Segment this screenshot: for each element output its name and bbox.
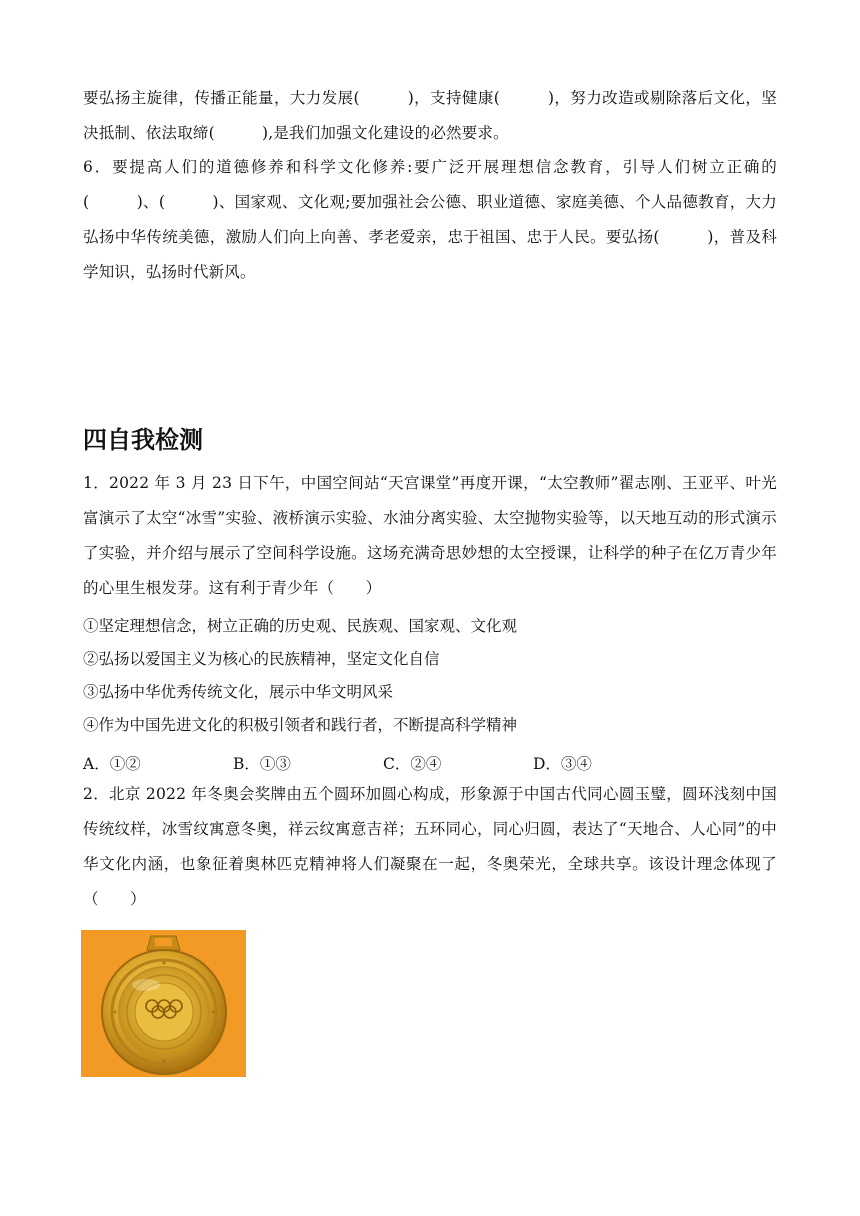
choice-a[interactable]: A．①②: [83, 755, 141, 773]
choice-c[interactable]: C．②④: [383, 755, 442, 773]
question-2-stem: 2．北京 2022 年冬奥会奖牌由五个圆环加圆心构成，形象源于中国古代同心圆玉璧，圆环浅刻中国传统纹样，冰雪纹寓意冬奥，祥云纹寓意吉祥；五环同心，同心归圆，表达了“天地合、人心同”的中华文化内涵，也象征着奥林匹克精神将人们凝聚在一起，冬奥荣光，全球共享。该设计理念体现了（ ）: [83, 785, 777, 908]
section3-intro-paragraph: 要弘扬主旋律，传播正能量，大力发展( )，支持健康( )，努力改造或剔除落后文化，坚决抵制、依法取缔( ),是我们加强文化建设的必然要求。: [83, 89, 777, 142]
question-1-option-1: ①坚定理想信念，树立正确的历史观、民族观、国家观、文化观: [83, 617, 518, 635]
question-1-option-3: ③弘扬中华优秀传统文化，展示中华文明风采: [83, 683, 394, 701]
question-1-option-2: ②弘扬以爱国主义为核心的民族精神，坚定文化自信: [83, 650, 440, 668]
question-1-options: [83, 610, 777, 742]
gold-medal-icon: [81, 930, 246, 1077]
question-6-paragraph: 6．要提高人们的道德修养和科学文化修养:要广泛开展理想信念教育，引导人们树立正确的( )、( )、国家观、文化观;要加强社会公德、职业道德、家庭美德、个人品德教育，大力弘扬中华传统美德，激励人们向上向善、孝老爱亲，忠于祖国、忠于人民。要弘扬( )，普及科学知识，弘扬时代新风。: [83, 158, 777, 281]
choice-d[interactable]: D．③④: [533, 755, 592, 773]
question-1-option-4: ④作为中国先进文化的积极引领者和践行者，不断提高科学精神: [83, 716, 518, 734]
choice-b[interactable]: B．①③: [233, 755, 291, 773]
section-heading: 四自我检测: [83, 426, 203, 454]
olympic-gold-medal-image: [81, 930, 246, 1077]
question-1-stem: 1．2022 年 3 月 23 日下午，中国空间站“天宫课堂”再度开课，“太空教师”翟志刚、王亚平、叶光富演示了太空“冰雪”实验、液桥演示实验、水油分离实验、太空抛物实验等，以天地互动的形式演示了实验，并介绍与展示了空间科学设施。这场充满奇思妙想的太空授课，让科学的种子在亿万青少年的心里生根发芽。这有利于青少年（ ）: [83, 474, 777, 597]
